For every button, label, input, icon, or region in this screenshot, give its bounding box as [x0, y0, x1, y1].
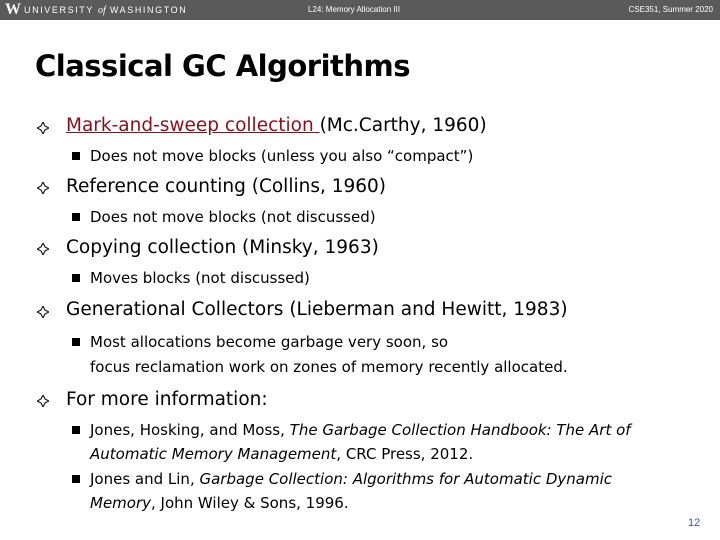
item-mark-and-sweep: Mark-and-sweep collection (Mc.Carthy, 1960) [66, 115, 487, 136]
square-bullet-icon [72, 274, 80, 282]
square-bullet-icon [72, 426, 80, 434]
uw-logo: W [5, 1, 21, 18]
item-reference-counting: Reference counting (Collins, 1960) [66, 176, 387, 197]
square-bullet-icon [72, 152, 80, 160]
reference-jones-lin: Jones and Lin, Garbage Collection: Algorithms for Automatic Dynamic [90, 470, 612, 488]
item-copying-collection: Copying collection (Minsky, 1963) [66, 237, 379, 258]
sub-item: Most allocations become garbage very soon, so [90, 333, 449, 351]
lecture-title: L24: Memory Allocation III [308, 5, 401, 14]
reference-continued: Automatic Memory Management, CRC Press, 2012. [90, 445, 474, 463]
course-label: CSE351, Summer 2020 [628, 5, 713, 14]
diamond-bullet-icon [37, 306, 49, 318]
university-name: UNIVERSITY of WASHINGTON [24, 5, 188, 16]
diamond-bullet-icon [37, 243, 49, 255]
square-bullet-icon [72, 475, 80, 483]
header-bar [0, 0, 720, 20]
page-number: 12 [688, 517, 701, 529]
sub-item-continued: focus reclamation work on zones of memory recently allocated. [90, 358, 568, 376]
mark-and-sweep-link[interactable]: Mark-and-sweep collection [66, 115, 320, 136]
diamond-bullet-icon [37, 182, 49, 194]
item-more-information: For more information: [66, 389, 268, 410]
reference-jones-hosking-moss: Jones, Hosking, and Moss, The Garbage Collection Handbook: The Art of [90, 421, 631, 439]
diamond-bullet-icon [37, 395, 49, 407]
sub-item: Does not move blocks (not discussed) [90, 208, 376, 226]
sub-item: Does not move blocks (unless you also “compact”) [90, 147, 474, 165]
slide-title: Classical GC Algorithms [35, 49, 411, 83]
square-bullet-icon [72, 213, 80, 221]
reference-continued: Memory, John Wiley & Sons, 1996. [90, 494, 349, 512]
item-generational-collectors: Generational Collectors (Lieberman and Hewitt, 1983) [66, 299, 568, 320]
sub-item: Moves blocks (not discussed) [90, 269, 310, 287]
square-bullet-icon [72, 338, 80, 346]
diamond-bullet-icon [37, 122, 49, 134]
